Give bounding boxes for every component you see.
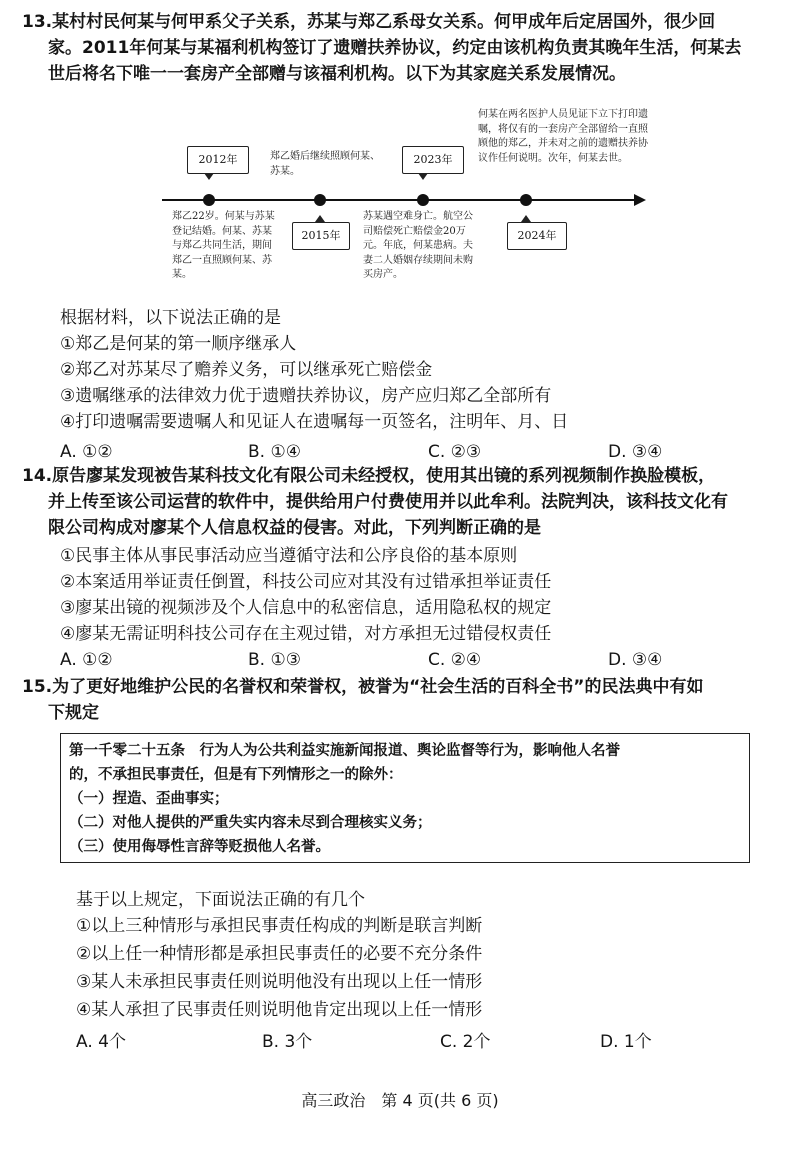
- timeline-dot-2023: [417, 194, 429, 206]
- q15-prompt: 基于以上规定，下面说法正确的有几个: [76, 890, 365, 910]
- q13-statement-1: ①郑乙是何某的第一顺序继承人: [60, 334, 297, 354]
- timeline-dot-2012: [203, 194, 215, 206]
- law-line-1: 第一千零二十五条 行为人为公共利益实施新闻报道、舆论监督等行为，影响他人名誉: [69, 742, 620, 759]
- timeline-pointer-2024: [521, 215, 531, 222]
- q14-stem-line-1: 14.原告廖某发现被告某科技文化有限公司未经授权，使用其出镜的系列视频制作换脸模板，: [22, 466, 716, 486]
- q15-option-c[interactable]: C. 2个: [440, 1032, 491, 1052]
- q14-option-d[interactable]: D. ③④: [608, 650, 663, 670]
- q13-stem-line-1: 13.某村村民何某与何甲系父子关系，苏某与郑乙系母女关系。何甲成年后定居国外，很少回: [22, 12, 716, 32]
- q14-option-c[interactable]: C. ②④: [428, 650, 482, 670]
- q14-stem-line-3: 限公司构成对廖某个人信息权益的侵害。对此，下列判断正确的是: [48, 518, 541, 538]
- q14-options: [60, 648, 760, 672]
- timeline-dot-2015: [314, 194, 326, 206]
- page-footer: 高三政治 第 4 页(共 6 页): [301, 1091, 499, 1110]
- q14-option-b[interactable]: B. ①③: [248, 650, 301, 670]
- q13-option-b[interactable]: B. ①④: [248, 442, 301, 462]
- timeline-arrow-icon: [634, 194, 646, 206]
- timeline-dot-2024: [520, 194, 532, 206]
- q14-statement-3: ③廖某出镜的视频涉及个人信息中的私密信息，适用隐私权的规定: [60, 598, 552, 618]
- timeline-note-2015: 郑乙婚后继续照顾何某、苏某。: [270, 151, 380, 177]
- q15-statement-1: ①以上三种情形与承担民事责任构成的判断是联言判断: [76, 916, 483, 936]
- q15-statement-2: ②以上任一种情形都是承担民事责任的必要不充分条件: [76, 944, 483, 964]
- q13-stem-line-2: 家。2011年何某与某福利机构签订了遗赠扶养协议，约定由该机构负责其晚年生活，何某去: [48, 38, 742, 58]
- timeline-pointer-2012: [204, 173, 214, 180]
- timeline-year-2012: 2012年: [187, 146, 249, 174]
- q14-stem-line-2: 并上传至该公司运营的软件中，提供给用户付费使用并以此牟利。法院判决，该科技文化有: [48, 492, 728, 512]
- q15-options: [76, 1030, 756, 1054]
- q15-option-a[interactable]: A. 4个: [76, 1032, 126, 1052]
- law-line-2: 的，不承担民事责任，但是有下列情形之一的除外：: [69, 766, 403, 783]
- q13-statement-3: ③遗嘱继承的法律效力优于遗赠扶养协议，房产应归郑乙全部所有: [60, 386, 552, 406]
- q13-option-d[interactable]: D. ③④: [608, 442, 663, 462]
- timeline-pointer-2023: [418, 173, 428, 180]
- q15-statement-4: ④某人承担了民事责任则说明他肯定出现以上任一情形: [76, 1000, 483, 1020]
- q13-option-c[interactable]: C. ②③: [428, 442, 482, 462]
- q13-prompt: 根据材料，以下说法正确的是: [60, 308, 281, 328]
- q15-option-b[interactable]: B. 3个: [262, 1032, 313, 1052]
- q15-stem-line-1: 15.为了更好地维护公民的名誉权和荣誉权，被誉为“社会生活的百科全书”的民法典中有如: [22, 677, 704, 697]
- q14-statement-4: ④廖某无需证明科技公司存在主观过错，对方承担无过错侵权责任: [60, 624, 552, 644]
- timeline-year-2024: 2024年: [507, 222, 567, 250]
- q13-options: [60, 440, 760, 464]
- law-line-4: （二）对他人提供的严重失实内容未尽到合理核实义务；: [69, 814, 432, 831]
- timeline-pointer-2015: [315, 215, 325, 222]
- timeline-note-2024: 何某在两名医护人员见证下立下打印遗嘱，将仅有的一套房产全部留给一直照顾他的郑乙，并未对之前的遗赠扶养协议作任何说明。次年，何某去世。: [478, 109, 648, 164]
- timeline-axis: [162, 199, 636, 201]
- civil-code-article-box: [60, 733, 750, 863]
- law-line-3: （一）捏造、歪曲事实；: [69, 790, 229, 807]
- q13-stem-line-3: 世后将名下唯一一套房产全部赠与该福利机构。以下为其家庭关系发展情况。: [48, 64, 626, 84]
- timeline-year-2023: 2023年: [402, 146, 464, 174]
- q15-statement-3: ③某人未承担民事责任则说明他没有出现以上任一情形: [76, 972, 483, 992]
- q13-option-a[interactable]: A. ①②: [60, 442, 113, 462]
- q13-statement-4: ④打印遗嘱需要遗嘱人和见证人在遗嘱每一页签名，注明年、月、日: [60, 412, 569, 432]
- timeline-year-2015: 2015年: [292, 222, 350, 250]
- law-line-5: （三）使用侮辱性言辞等贬损他人名誉。: [69, 838, 330, 855]
- q13-statement-2: ②郑乙对苏某尽了赡养义务，可以继承死亡赔偿金: [60, 360, 433, 380]
- timeline-note-2012: 郑乙22岁。何某与苏某登记结婚。何某、苏某与郑乙共同生活，期间郑乙一直照顾何某、苏某。: [172, 211, 275, 280]
- q15-stem-line-2: 下规定: [48, 703, 99, 723]
- q14-statement-2: ②本案适用举证责任倒置，科技公司应对其没有过错承担举证责任: [60, 572, 552, 592]
- timeline-note-2023: 苏某遇空难身亡。航空公司赔偿死亡赔偿金20万元。年底，何某患病。夫妻二人婚姻存续期间未购买房产。: [363, 211, 473, 280]
- q14-option-a[interactable]: A. ①②: [60, 650, 113, 670]
- q14-statement-1: ①民事主体从事民事活动应当遵循守法和公序良俗的基本原则: [60, 546, 518, 566]
- q15-option-d[interactable]: D. 1个: [600, 1032, 652, 1052]
